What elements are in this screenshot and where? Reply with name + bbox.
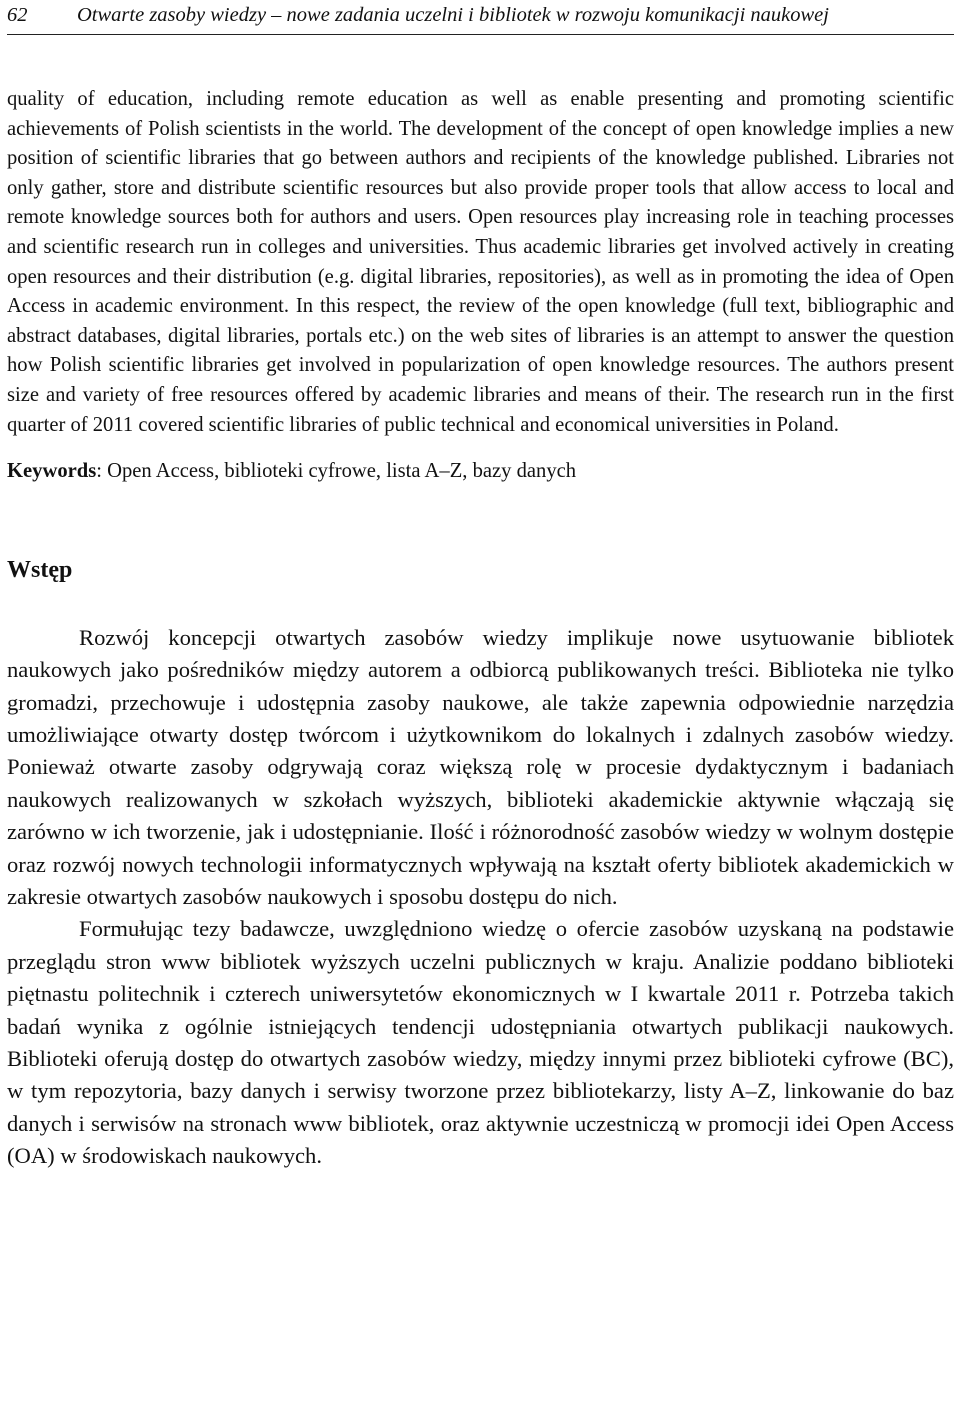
abstract-text: quality of education, including remote education as well as enable presenting and promoting scientific achievements of Polish scientists in the world. The development of the concept of open knowledge implies a new position of scientific libraries that go between authors and recipients of the knowledge published. Libraries not only gather, store and distribute scientific resources but also provide proper tools that allow access to local and remote knowledge sources both for authors and users. Open resources play increasing role in teaching processes and scientific research run in colleges and universities. Thus academic libraries get involved actively in creating open resources and their distribution (e.g. digital libraries, repositories), as well as in promoting the idea of Open Access in academic environment. In this respect, the review of the open knowledge (full text, bibliographic and abstract databases, digital libraries, portals etc.) on the web sites of libraries is an attempt to answer the question how Polish scientific libraries get involved in popularization of open knowledge resources. The authors present size and variety of free resources offered by academic libraries and means of their. The research run in the first quarter of 2011 covered scientific libraries of public technical and economical universities in Poland.	[7, 88, 954, 436]
document-page	[7, 0, 954, 1173]
page-number: 62	[7, 4, 28, 26]
keywords-label: Keywords	[7, 460, 97, 483]
section-body	[7, 622, 954, 1173]
keywords-value: Open Access, biblioteki cyfrowe, lista A–Z, bazy danych	[107, 460, 577, 483]
body-paragraph: Formułując tezy badawcze, uwzględniono wiedzę o ofercie zasobów uzyskaną na podstawie przeglądu stron www bibliotek wyższych uczelni publicznych w kraju. Analizie poddano biblioteki piętnastu politechnik i czterech uniwersytetów ekonomicznych w I kwartale 2011 r. Potrzeba takich badań wynika z ogólnie istniejących tendencji udostępniania otwartych publikacji naukowych. Biblioteki oferują dostęp do otwartych zasobów wiedzy, między innymi przez biblioteki cyfrowe (BC), w tym repozytoria, bazy danych i serwisy tworzone przez bibliotekarzy, listy A–Z, linkowanie do baz danych i serwisów na stronach www bibliotek, oraz aktywnie uczestniczą w promocji idei Open Access (OA) w środowiskach naukowych.	[7, 916, 954, 1169]
header-title: Otwarte zasoby wiedzy – nowe zadania uczelni i bibliotek w rozwoju komunikacji naukowej	[77, 4, 829, 26]
section-heading: Wstęp	[7, 556, 73, 583]
body-paragraph: Rozwój koncepcji otwartych zasobów wiedzy implikuje nowe usytuowanie bibliotek naukowych jako pośredników między autorem a odbiorcą publikowanych treści. Biblioteka nie tylko gromadzi, przechowuje i udostępnia zasoby naukowe, ale także zapewnia odpowiednie narzędzia umożliwiające otwarty dostęp twórcom i użytkownikom do lokalnych i zdalnych zasobów wiedzy. Ponieważ otwarte zasoby odgrywają coraz większą rolę w procesie dydaktycznym i badaniach naukowych realizowanych w szkołach wyższych, biblioteki akademickie aktywnie włączają się zarówno w ich tworzenie, jak i udostępnianie. Ilość i różnorodność zasobów wiedzy w wolnym dostępie oraz rozwój nowych technologii informatycznych wpływają na kształt oferty bibliotek akademickich w zakresie otwartych zasobów naukowych i sposobu dostępu do nich.	[7, 624, 954, 909]
keywords-separator: :	[96, 460, 102, 483]
running-header	[7, 0, 954, 35]
keywords-line	[7, 457, 954, 487]
